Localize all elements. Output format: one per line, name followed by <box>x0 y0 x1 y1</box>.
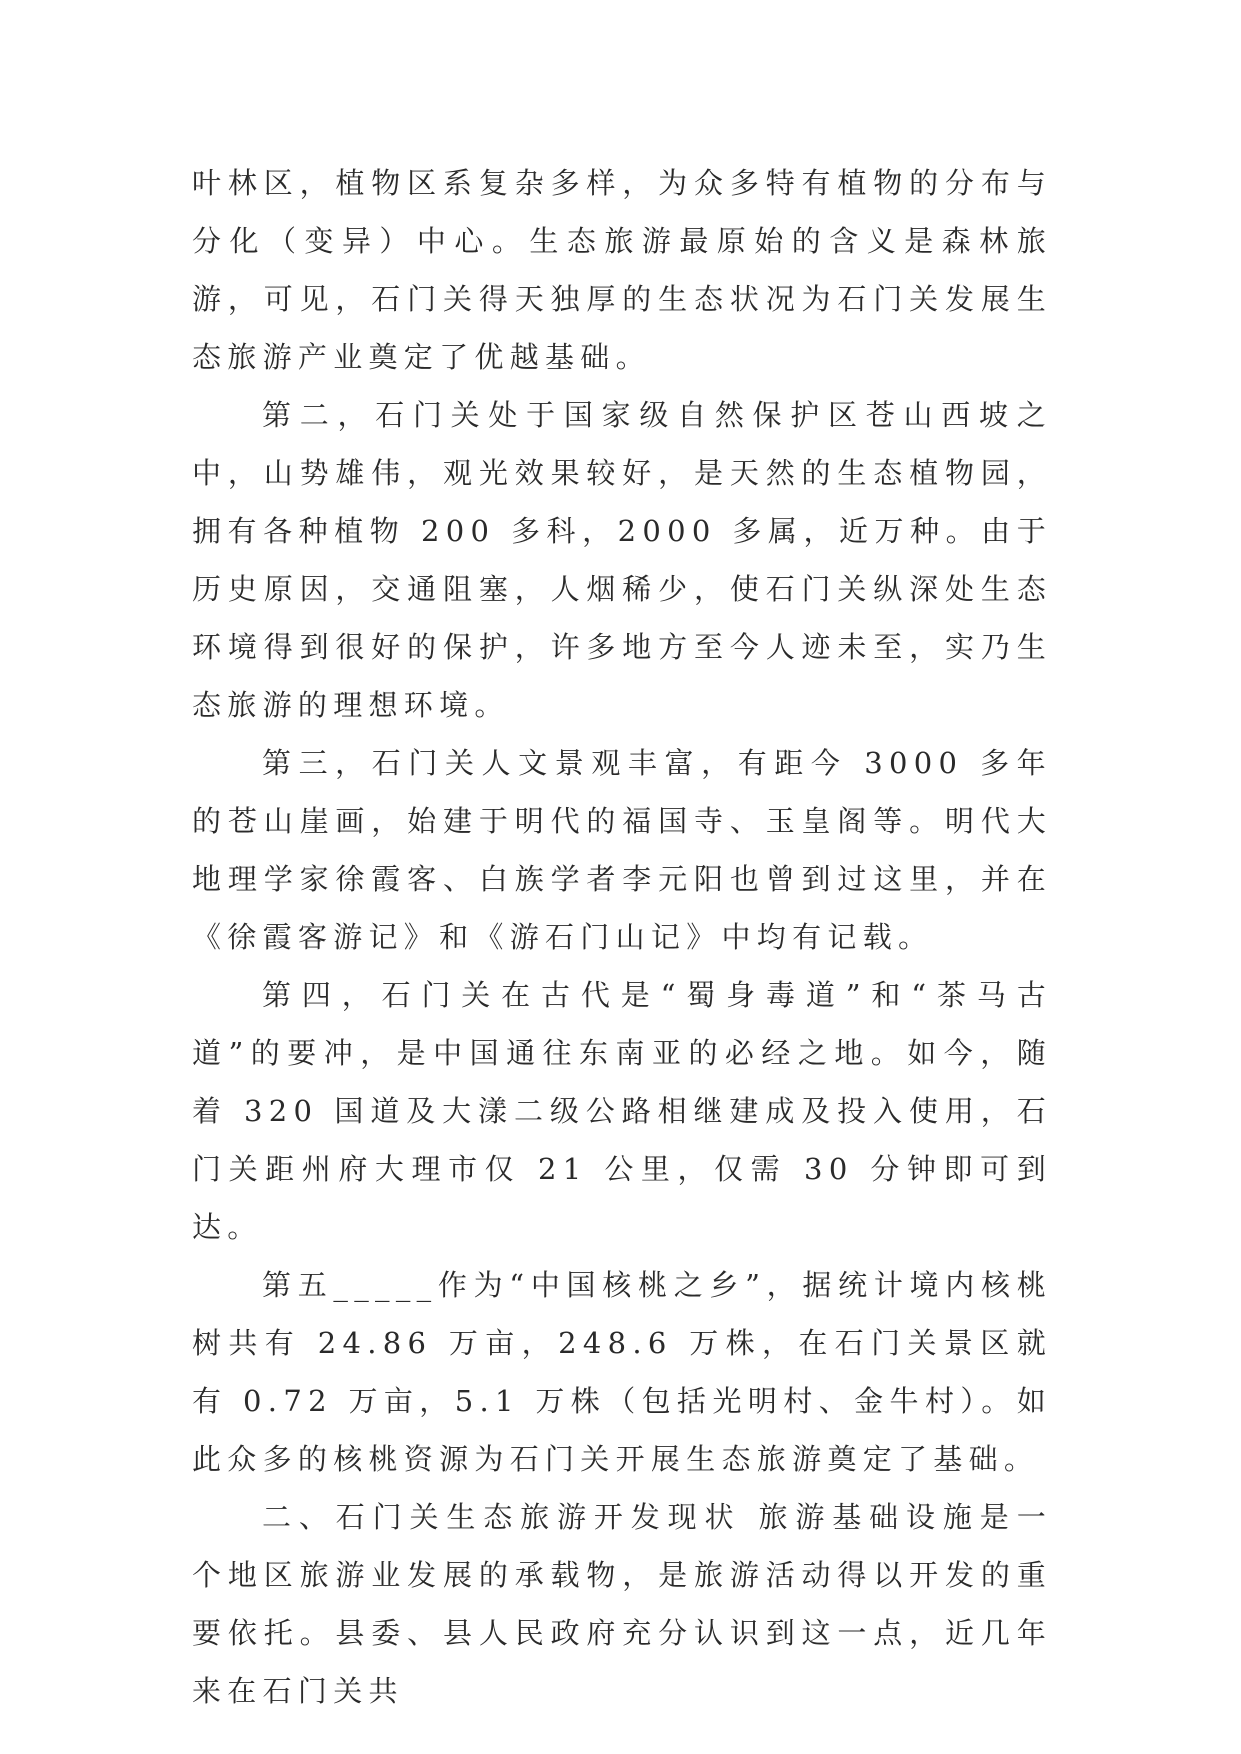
paragraph-4: 第四，石门关在古代是“蜀身毒道”和“茶马古道”的要冲，是中国通往东南亚的必经之地。如今，随着 320 国道及大漾二级公路相继建成及投入使用，石门关距州府大理市仅 21 公里，仅需 30 分钟即可到达。 <box>192 978 1052 1244</box>
paragraph-2: 第二，石门关处于国家级自然保护区苍山西坡之中，山势雄伟，观光效果较好，是天然的生态植物园，拥有各种植物 200 多科，2000 多属，近万种。由于历史原因，交通阻塞，人烟稀少，使石门关纵深处生态环境得到很好的保护，许多地方至今人迹未至，实乃生态旅游的理想环境。 <box>192 398 1052 722</box>
paragraph-3: 第三，石门关人文景观丰富，有距今 3000 多年的苍山崖画，始建于明代的福国寺、玉皇阁等。明代大地理学家徐霞客、白族学者李元阳也曾到过这里，并在《徐霞客游记》和《游石门山记》中均有记载。 <box>192 746 1052 954</box>
paragraph-1: 叶林区，植物区系复杂多样，为众多特有植物的分布与分化（变异）中心。生态旅游最原始的含义是森林旅游，可见，石门关得天独厚的生态状况为石门关发展生态旅游产业奠定了优越基础。 <box>192 166 1052 374</box>
paragraph-6: 二、石门关生态旅游开发现状 旅游基础设施是一个地区旅游业发展的承载物，是旅游活动得以开发的重要依托。县委、县人民政府充分认识到这一点，近几年来在石门关共 <box>192 1500 1052 1708</box>
paragraph-5: 第五_____作为“中国核桃之乡”，据统计境内核桃树共有 24.86 万亩，248.6 万株，在石门关景区就有 0.72 万亩，5.1 万株（包括光明村、金牛村）。如此众多的核桃资源为石门关开展生态旅游奠定了基础。 <box>192 1268 1052 1476</box>
document-page <box>192 154 1052 1720</box>
